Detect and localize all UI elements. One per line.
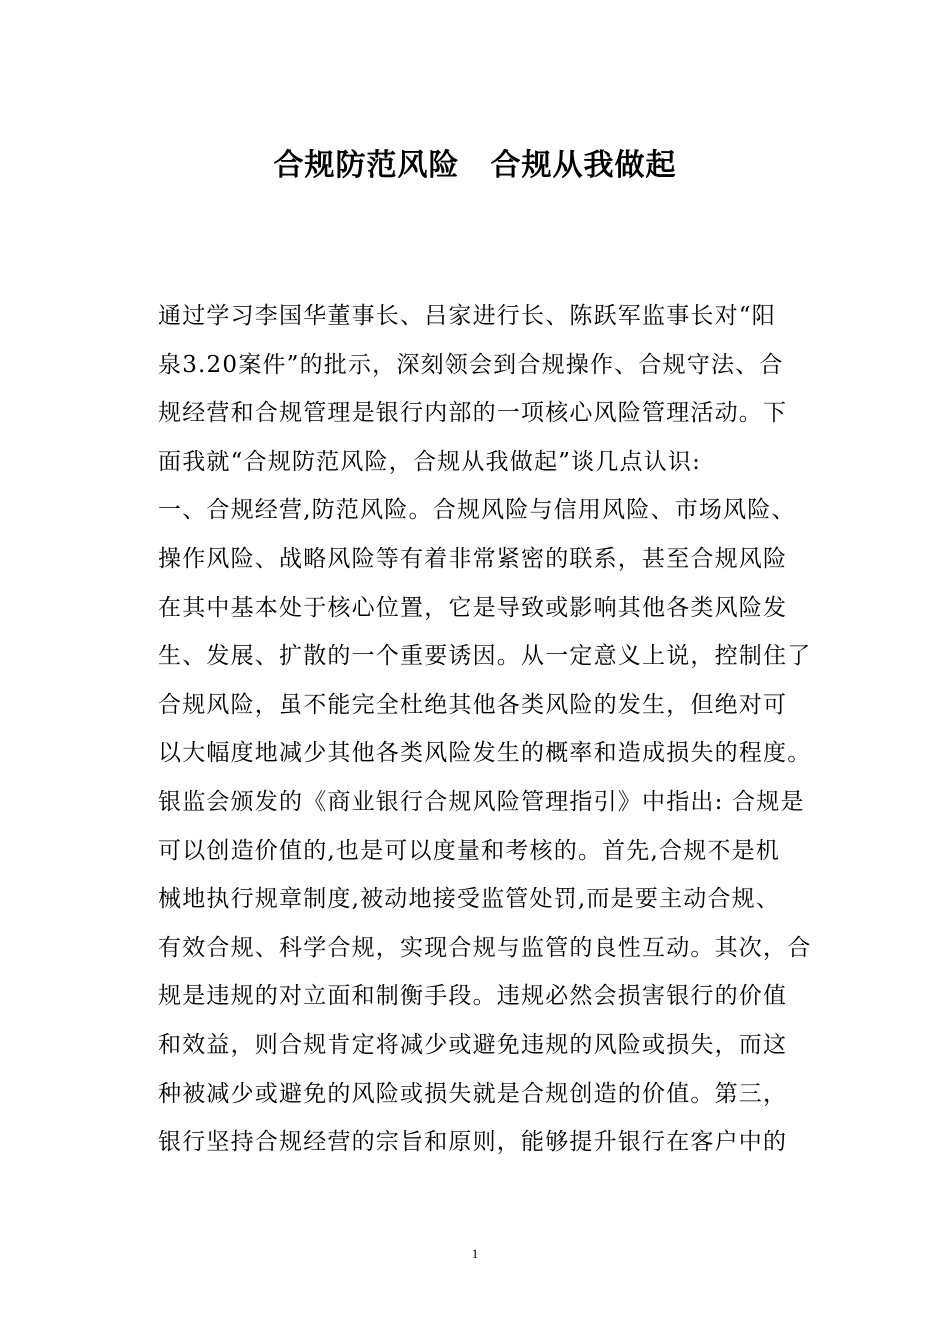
body-line: 和效益，则合规肯定将减少或避免违规的风险或损失，而这 (158, 1031, 788, 1058)
document-body (158, 292, 838, 1167)
body-line: 械地执行规章制度,被动地接受监管处罚,而是要主动合规、 (158, 886, 781, 913)
body-line: 有效合规、科学合规，实现合规与监管的良性互动。其次，合 (158, 934, 812, 961)
body-line: 操作风险、战略风险等有着非常紧密的联系，甚至合规风险 (158, 545, 788, 572)
body-line: 通过学习李国华董事长、吕家进行长、陈跃军监事长对“阳 (158, 303, 776, 329)
body-line: 合规风险，虽不能完全杜绝其他各类风险的发生，但绝对可 (158, 691, 788, 718)
body-line: 以大幅度地减少其他各类风险发生的概率和造成损失的程度。 (158, 740, 812, 767)
body-line: 一、合规经营,防范风险。合规风险与信用风险、市场风险、 (158, 497, 796, 524)
body-line: 生、发展、扩散的一个重要诱因。从一定意义上说，控制住了 (158, 643, 812, 670)
page-number: 1 (471, 1246, 479, 1261)
body-line: 在其中基本处于核心位置，它是导致或影响其他各类风险发 (158, 594, 788, 621)
document-title: 合规防范风险 合规从我做起 (273, 148, 677, 183)
body-line: 规是违规的对立面和制衡手段。违规必然会损害银行的价值 (158, 983, 788, 1010)
body-line: 银行坚持合规经营的宗旨和原则，能够提升银行在客户中的 (158, 1129, 788, 1156)
body-line: 面我就“合规防范风险，合规从我做起”谈几点认识: (158, 448, 702, 475)
body-line: 规经营和合规管理是银行内部的一项核心风险管理活动。下 (158, 400, 788, 427)
body-line: 泉3.20案件”的批示，深刻领会到合规操作、合规守法、合 (158, 351, 784, 378)
body-line: 银监会颁发的《商业银行合规风险管理指引》中指出: 合规是 (158, 788, 805, 815)
body-line: 种被减少或避免的风险或损失就是合规创造的价值。第三， (158, 1080, 788, 1107)
body-line: 可以创造价值的,也是可以度量和考核的。首先,合规不是机 (158, 837, 781, 864)
